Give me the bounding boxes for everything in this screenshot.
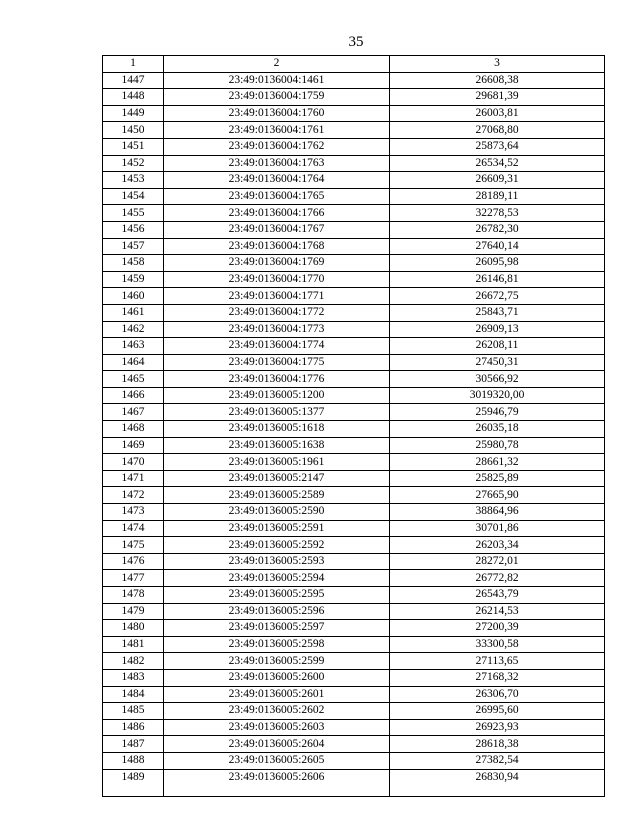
cadastral-number-cell: 23:49:0136004:1771 [164,288,390,305]
cadastral-number-cell: 23:49:0136005:2601 [164,686,390,703]
cadastral-number-cell: 23:49:0136004:1772 [164,304,390,321]
table-row [103,338,605,355]
cadastral-number-cell: 23:49:0136004:1774 [164,338,390,355]
cadastral-number-cell: 23:49:0136005:2595 [164,587,390,604]
table-row [103,437,605,454]
value-cell: 26608,38 [390,72,605,89]
value-cell: 26203,34 [390,537,605,554]
value-cell: 25843,71 [390,304,605,321]
cadastral-number-cell: 23:49:0136004:1761 [164,122,390,139]
value-cell: 25825,89 [390,470,605,487]
row-number-cell: 1448 [103,89,164,106]
table-row [103,155,605,172]
value-cell: 26995,60 [390,703,605,720]
table-row [103,703,605,720]
value-cell: 26208,11 [390,338,605,355]
table-row [103,504,605,521]
row-number-cell: 1472 [103,487,164,504]
value-cell: 26214,53 [390,603,605,620]
value-cell: 30701,86 [390,520,605,537]
row-number-cell: 1454 [103,188,164,205]
row-number-cell: 1487 [103,736,164,753]
value-cell: 25980,78 [390,437,605,454]
data-table [102,55,605,797]
table-row [103,172,605,189]
table-row [103,371,605,388]
value-cell: 28189,11 [390,188,605,205]
table-row [103,89,605,106]
table-row [103,520,605,537]
row-number-cell: 1488 [103,752,164,769]
table-row [103,105,605,122]
table-row [103,719,605,736]
row-number-cell: 1461 [103,304,164,321]
row-number-cell: 1460 [103,288,164,305]
value-cell: 27665,90 [390,487,605,504]
cadastral-number-cell: 23:49:0136005:1961 [164,454,390,471]
row-number-cell: 1457 [103,238,164,255]
row-number-cell: 1482 [103,653,164,670]
value-cell: 27200,39 [390,620,605,637]
table-row [103,537,605,554]
row-number-cell: 1475 [103,537,164,554]
table-row [103,304,605,321]
row-number-cell: 1451 [103,138,164,155]
value-cell: 27113,65 [390,653,605,670]
cadastral-number-cell: 23:49:0136005:2597 [164,620,390,637]
cadastral-number-cell: 23:49:0136005:2591 [164,520,390,537]
table-row [103,387,605,404]
row-number-cell: 1458 [103,255,164,272]
row-number-cell: 1447 [103,72,164,89]
row-number-cell: 1462 [103,321,164,338]
table-row [103,255,605,272]
table-body [103,72,605,796]
value-cell: 28661,32 [390,454,605,471]
cadastral-number-cell: 23:49:0136005:2598 [164,636,390,653]
table-row [103,686,605,703]
table-row [103,122,605,139]
cadastral-number-cell: 23:49:0136004:1760 [164,105,390,122]
cadastral-number-cell: 23:49:0136005:2606 [164,769,390,796]
table-row [103,271,605,288]
cadastral-number-cell: 23:49:0136005:1638 [164,437,390,454]
cadastral-number-cell: 23:49:0136005:2602 [164,703,390,720]
value-cell: 28618,38 [390,736,605,753]
table-row [103,653,605,670]
table-row [103,354,605,371]
value-cell: 26830,94 [390,769,605,796]
table-row [103,752,605,769]
table-row [103,620,605,637]
table-row [103,603,605,620]
row-number-cell: 1464 [103,354,164,371]
value-cell: 28272,01 [390,553,605,570]
row-number-cell: 1465 [103,371,164,388]
cadastral-number-cell: 23:49:0136005:2604 [164,736,390,753]
table-row [103,138,605,155]
header-row [103,56,605,73]
row-number-cell: 1480 [103,620,164,637]
value-cell: 25873,64 [390,138,605,155]
cadastral-number-cell: 23:49:0136004:1766 [164,205,390,222]
cadastral-number-cell: 23:49:0136004:1762 [164,138,390,155]
table-row [103,454,605,471]
value-cell: 26095,98 [390,255,605,272]
table-row [103,570,605,587]
row-number-cell: 1477 [103,570,164,587]
row-number-cell: 1474 [103,520,164,537]
table-row [103,669,605,686]
cadastral-number-cell: 23:49:0136005:2596 [164,603,390,620]
column-header: 1 [103,56,164,73]
table-row [103,470,605,487]
value-cell: 26035,18 [390,421,605,438]
row-number-cell: 1466 [103,387,164,404]
value-cell: 26003,81 [390,105,605,122]
row-number-cell: 1470 [103,454,164,471]
table-row [103,736,605,753]
cadastral-number-cell: 23:49:0136005:2594 [164,570,390,587]
table-row [103,72,605,89]
row-number-cell: 1478 [103,587,164,604]
value-cell: 26543,79 [390,587,605,604]
cadastral-number-cell: 23:49:0136005:2603 [164,719,390,736]
table-row [103,205,605,222]
value-cell: 26306,70 [390,686,605,703]
row-number-cell: 1449 [103,105,164,122]
value-cell: 27450,31 [390,354,605,371]
table-header [103,56,605,73]
row-number-cell: 1489 [103,769,164,796]
row-number-cell: 1476 [103,553,164,570]
value-cell: 26923,93 [390,719,605,736]
cadastral-number-cell: 23:49:0136005:2599 [164,653,390,670]
row-number-cell: 1486 [103,719,164,736]
cadastral-number-cell: 23:49:0136004:1775 [164,354,390,371]
page-number: 35 [348,34,364,50]
cadastral-number-cell: 23:49:0136004:1759 [164,89,390,106]
table-row [103,769,605,796]
table-row [103,487,605,504]
value-cell: 29681,39 [390,89,605,106]
row-number-cell: 1452 [103,155,164,172]
value-cell: 32278,53 [390,205,605,222]
value-cell: 27382,54 [390,752,605,769]
cadastral-number-cell: 23:49:0136004:1770 [164,271,390,288]
column-header: 2 [164,56,390,73]
row-number-cell: 1455 [103,205,164,222]
cadastral-number-cell: 23:49:0136005:2593 [164,553,390,570]
value-cell: 26782,30 [390,221,605,238]
table-row [103,553,605,570]
cadastral-number-cell: 23:49:0136005:2590 [164,504,390,521]
cadastral-number-cell: 23:49:0136005:1618 [164,421,390,438]
value-cell: 26146,81 [390,271,605,288]
column-header: 3 [390,56,605,73]
value-cell: 26534,52 [390,155,605,172]
row-number-cell: 1485 [103,703,164,720]
row-number-cell: 1479 [103,603,164,620]
row-number-cell: 1459 [103,271,164,288]
table-row [103,321,605,338]
cadastral-number-cell: 23:49:0136005:2592 [164,537,390,554]
cadastral-number-cell: 23:49:0136004:1773 [164,321,390,338]
cadastral-number-cell: 23:49:0136005:1200 [164,387,390,404]
value-cell: 3019320,00 [390,387,605,404]
table-row [103,421,605,438]
table-row [103,221,605,238]
table-row [103,238,605,255]
cadastral-number-cell: 23:49:0136004:1769 [164,255,390,272]
row-number-cell: 1473 [103,504,164,521]
value-cell: 25946,79 [390,404,605,421]
row-number-cell: 1450 [103,122,164,139]
value-cell: 30566,92 [390,371,605,388]
cadastral-number-cell: 23:49:0136005:2589 [164,487,390,504]
value-cell: 26909,13 [390,321,605,338]
row-number-cell: 1471 [103,470,164,487]
value-cell: 38864,96 [390,504,605,521]
value-cell: 27068,80 [390,122,605,139]
table-row [103,188,605,205]
table-row [103,636,605,653]
row-number-cell: 1468 [103,421,164,438]
table-row [103,288,605,305]
row-number-cell: 1453 [103,172,164,189]
cadastral-number-cell: 23:49:0136004:1767 [164,221,390,238]
row-number-cell: 1467 [103,404,164,421]
row-number-cell: 1481 [103,636,164,653]
row-number-cell: 1456 [103,221,164,238]
cadastral-number-cell: 23:49:0136004:1763 [164,155,390,172]
value-cell: 27168,32 [390,669,605,686]
table-row [103,404,605,421]
cadastral-number-cell: 23:49:0136005:1377 [164,404,390,421]
cadastral-number-cell: 23:49:0136004:1768 [164,238,390,255]
row-number-cell: 1483 [103,669,164,686]
cadastral-number-cell: 23:49:0136005:2147 [164,470,390,487]
value-cell: 26772,82 [390,570,605,587]
cadastral-number-cell: 23:49:0136004:1461 [164,72,390,89]
table-row [103,587,605,604]
cadastral-number-cell: 23:49:0136004:1765 [164,188,390,205]
cadastral-number-cell: 23:49:0136004:1764 [164,172,390,189]
value-cell: 26672,75 [390,288,605,305]
row-number-cell: 1463 [103,338,164,355]
cadastral-number-cell: 23:49:0136005:2605 [164,752,390,769]
cadastral-number-cell: 23:49:0136004:1776 [164,371,390,388]
cadastral-number-cell: 23:49:0136005:2600 [164,669,390,686]
value-cell: 27640,14 [390,238,605,255]
row-number-cell: 1484 [103,686,164,703]
row-number-cell: 1469 [103,437,164,454]
value-cell: 33300,58 [390,636,605,653]
value-cell: 26609,31 [390,172,605,189]
